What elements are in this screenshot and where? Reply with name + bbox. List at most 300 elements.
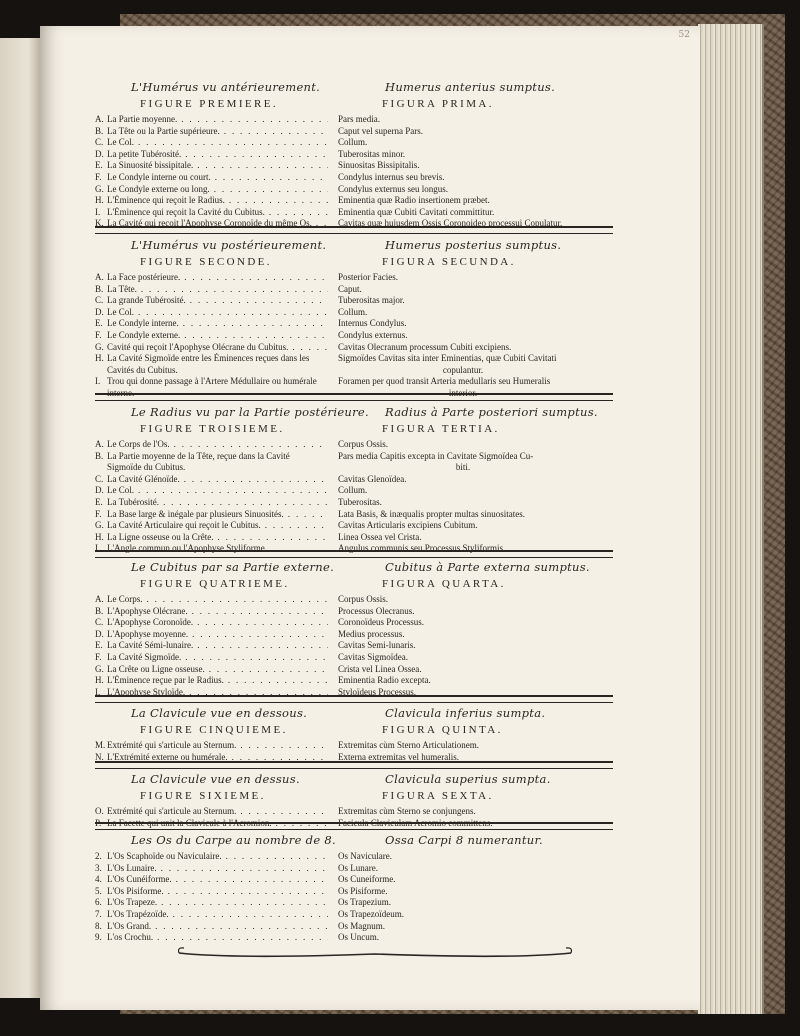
legend-row [95, 474, 613, 486]
french-entry [95, 874, 328, 886]
entry-key: C. [95, 473, 104, 484]
french-entry [95, 172, 328, 184]
french-entry [95, 318, 328, 330]
french-text: L'Os Cunéiforme. [107, 874, 172, 885]
french-entry [95, 509, 328, 521]
section-heading [95, 706, 613, 724]
french-text: L'Éminence qui reçoit le Radius. [107, 195, 225, 206]
french-entry [95, 307, 328, 319]
french-text: Le Corps. [107, 594, 143, 604]
latin-entry [338, 886, 613, 898]
french-text: L'Os Grand. [107, 920, 152, 931]
french-text: La Crête ou Ligne osseuse. [107, 663, 205, 674]
entry-key: O. [95, 806, 104, 816]
entry-key: A. [95, 594, 104, 604]
french-text: Extrémité qui s'articule au Sternum. [107, 806, 237, 816]
entry-key: 5. [95, 885, 102, 896]
french-entry [95, 474, 328, 486]
section-6 [95, 772, 613, 829]
latin-entry [338, 652, 613, 664]
latin-entry [338, 474, 613, 486]
latin-entry [338, 594, 613, 606]
legend-rows [95, 114, 613, 230]
french-entry [95, 195, 328, 207]
french-heading: La Clavicule vue en dessus. [131, 772, 300, 786]
legend-row [95, 640, 613, 652]
french-text: L'Angle commun ou l'Apophyse Styliforme. [107, 543, 267, 554]
latin-text: Collum. [338, 137, 368, 148]
entry-key: B. [95, 450, 104, 461]
legend-row [95, 126, 613, 138]
french-text: Trou qui donne passage à l'Artere Médullaire ou humérale [107, 376, 317, 387]
latin-text: Linea Ossea vel Crista. [338, 531, 422, 542]
latin-text: Coronoïdeus Processus. [338, 617, 424, 628]
latin-text: Eminentia quæ Radio insertionem præbet. [338, 195, 490, 206]
french-entry [95, 629, 328, 641]
latin-entry [338, 851, 613, 863]
entry-key: A. [95, 439, 104, 449]
entry-key: F. [95, 171, 102, 182]
latin-entry [338, 909, 613, 921]
entry-key: G. [95, 183, 104, 194]
latin-text: Corpus Ossis. [338, 439, 389, 449]
french-figure-label: FIGURE CINQUIEME. [140, 724, 288, 736]
section-5 [95, 706, 613, 763]
french-entry [95, 295, 328, 307]
french-heading: Le Cubitus par sa Partie externe. [131, 560, 335, 574]
french-entry [95, 675, 328, 687]
french-text: Cavité qui reçoit l'Apophyse Olécrane du Cubitus. [107, 341, 289, 352]
french-text: Le Col. [107, 306, 134, 317]
latin-heading: Cubitus à Parte externa sumptus. [385, 560, 590, 574]
left-page-edge [0, 38, 40, 998]
legend-row [95, 485, 613, 497]
legend-row [95, 330, 613, 342]
latin-heading: Radius à Parte posteriori sumptus. [385, 405, 598, 419]
section-3 [95, 405, 613, 555]
latin-figure-label: FIGURA TERTIA. [382, 423, 500, 435]
latin-text: Extremitas cùm Sterno Articulationem. [338, 740, 479, 750]
latin-entry [338, 451, 613, 474]
entry-key: G. [95, 663, 104, 674]
figure-label [95, 98, 613, 114]
french-text: L'Apophyse Olécrane. [107, 605, 188, 616]
legend-row [95, 594, 613, 606]
french-entry [95, 184, 328, 196]
entry-key: 4. [95, 874, 102, 885]
latin-text-continued: interior. [448, 387, 478, 398]
latin-text: Os Pisiforme. [338, 885, 388, 896]
legend-row [95, 532, 613, 544]
french-text: La Sinuosité bissipitale. [107, 160, 194, 171]
french-entry [95, 520, 328, 532]
latin-entry [338, 307, 613, 319]
french-figure-label: FIGURE PREMIERE. [140, 98, 279, 110]
page-edges [698, 24, 764, 1014]
french-text-continued: interne. [107, 387, 135, 398]
section-divider [95, 393, 613, 401]
french-text: La Tête. [107, 283, 137, 294]
entry-key: C. [95, 295, 104, 306]
legend-row [95, 932, 613, 944]
latin-entry [338, 617, 613, 629]
entry-key: D. [95, 485, 104, 496]
legend-rows [95, 272, 613, 400]
latin-entry [338, 629, 613, 641]
latin-text: Os Cuneiforme. [338, 874, 396, 885]
legend-row [95, 874, 613, 886]
section-heading [95, 238, 613, 256]
french-entry [95, 207, 328, 219]
latin-text: Cavitas Semi-lunaris. [338, 640, 416, 651]
french-text: La petite Tubérosité. [107, 148, 182, 159]
latin-text: Os Trapezoïdeum. [338, 908, 404, 919]
french-text: La Cavité Glénoïde. [107, 473, 180, 484]
legend-row [95, 806, 613, 818]
latin-text: Corpus Ossis. [338, 594, 389, 604]
latin-text: Processus Olecranus. [338, 605, 415, 616]
latin-heading: Clavicula inferius sumpta. [385, 706, 546, 720]
french-text: La Partie moyenne. [107, 114, 178, 124]
entry-key: E. [95, 640, 103, 651]
legend-row [95, 520, 613, 532]
french-figure-label: FIGURE QUATRIEME. [140, 578, 290, 590]
french-text: La Base large & inégale par plusieurs Sinuosités. [107, 508, 284, 519]
latin-entry [338, 740, 613, 752]
latin-entry [338, 640, 613, 652]
legend-rows [95, 851, 613, 944]
latin-text: Extremitas cùm Sterno se conjungens. [338, 806, 476, 816]
latin-text: Tuberositas minor. [338, 148, 406, 159]
figure-label [95, 724, 613, 740]
section-4 [95, 560, 613, 698]
french-text: Le Condyle externe ou long. [107, 183, 210, 194]
french-text: L'Extrémité externe ou humérale. [107, 751, 228, 762]
french-text: Le Col. [107, 485, 134, 496]
latin-text: Os Lunare. [338, 862, 378, 873]
french-text: Le Col. [107, 137, 134, 148]
latin-entry [338, 606, 613, 618]
french-text-continued: Sigmoïde du Cubitus. [107, 462, 186, 473]
entry-key: 7. [95, 908, 102, 919]
latin-entry [338, 342, 613, 354]
legend-row [95, 172, 613, 184]
french-entry [95, 640, 328, 652]
entry-key: K. [95, 218, 104, 229]
french-entry [95, 160, 328, 172]
french-text: La Cavité Sigmoïde entre les Éminences reçues dans les [107, 353, 310, 364]
french-entry [95, 909, 328, 921]
french-entry [95, 851, 328, 863]
latin-entry [338, 675, 613, 687]
entry-key: D. [95, 628, 104, 639]
french-text: Le Condyle interne ou court. [107, 171, 211, 182]
legend-row [95, 617, 613, 629]
legend-row [95, 284, 613, 296]
legend-row [95, 160, 613, 172]
latin-figure-label: FIGURA QUINTA. [382, 724, 503, 736]
entry-key: E. [95, 160, 103, 171]
french-entry [95, 652, 328, 664]
legend-row [95, 652, 613, 664]
entry-key: N. [95, 751, 104, 762]
legend-row [95, 909, 613, 921]
latin-text: Eminentia quæ Cubiti Cavitati committitur. [338, 206, 495, 217]
french-entry [95, 863, 328, 875]
french-text: L'Os Scaphoïde ou Naviculaire. [107, 851, 222, 861]
entry-key: H. [95, 531, 104, 542]
latin-heading: Ossa Carpi 8 numerantur. [385, 833, 543, 847]
section-heading [95, 560, 613, 578]
entry-key: B. [95, 605, 104, 616]
entry-key: C. [95, 617, 104, 628]
entry-key: E. [95, 496, 103, 507]
section-7 [95, 833, 613, 944]
french-heading: Les Os du Carpe au nombre de 8. [131, 833, 336, 847]
french-text: L'Os Lunaire. [107, 862, 157, 873]
latin-text: Os Uncum. [338, 932, 379, 943]
figure-label [95, 256, 613, 272]
french-entry [95, 439, 328, 451]
french-text: Le Condyle externe. [107, 329, 181, 340]
section-heading [95, 405, 613, 423]
latin-text: Condylus internus seu brevis. [338, 171, 445, 182]
legend-row [95, 675, 613, 687]
entry-key: I. [95, 543, 101, 554]
french-text: L'Apophyse moyenne. [107, 628, 189, 639]
french-text: Le Condyle interne. [107, 318, 179, 329]
french-text: La Tubérosité. [107, 496, 160, 507]
latin-text: Condylus externus seu longus. [338, 183, 448, 194]
latin-entry [338, 863, 613, 875]
legend-row [95, 851, 613, 863]
french-text: L'Éminence reçue par le Radius. [107, 675, 224, 686]
section-divider [95, 226, 613, 234]
french-entry [95, 114, 328, 126]
legend-row [95, 921, 613, 933]
french-text: L'Éminence qui reçoit la Cavité du Cubitus. [107, 206, 265, 217]
french-figure-label: FIGURE SECONDE. [140, 256, 272, 268]
latin-text: Sinuositas Bissipitalis. [338, 160, 420, 171]
section-divider [95, 822, 613, 830]
latin-text: Posterior Facies. [338, 272, 398, 282]
entry-key: D. [95, 306, 104, 317]
latin-heading: Clavicula superius sumpta. [385, 772, 551, 786]
latin-text: Eminentia Radio excepta. [338, 675, 431, 686]
legend-row [95, 353, 613, 376]
legend-row [95, 740, 613, 752]
page-number: 52 [678, 30, 690, 40]
latin-entry [338, 485, 613, 497]
french-text: Le Corps de l'Os. [107, 439, 170, 449]
french-text: La Cavité Sigmoïde. [107, 651, 182, 662]
latin-entry [338, 195, 613, 207]
french-entry [95, 921, 328, 933]
latin-heading: Humerus posterius sumptus. [385, 238, 562, 252]
french-text: La Ligne osseuse ou la Crête. [107, 531, 214, 542]
french-entry [95, 451, 328, 474]
legend-row [95, 149, 613, 161]
french-entry [95, 664, 328, 676]
latin-entry [338, 160, 613, 172]
french-entry [95, 594, 328, 606]
french-text: L'Apophyse Coronoïde. [107, 617, 194, 628]
latin-text: Foramen per quod transit Arteria medullaris seu Humeralis [338, 376, 551, 387]
latin-text-continued: copulantur. [442, 364, 484, 375]
entry-key: H. [95, 675, 104, 686]
french-entry [95, 532, 328, 544]
french-heading: L'Humérus vu antérieurement. [131, 80, 321, 94]
latin-text: Angulus communis seu Processus Styliformis. [338, 543, 506, 554]
latin-text-continued: biti. [455, 462, 471, 473]
french-text: La Face postérieure. [107, 272, 181, 282]
latin-text: Os Trapezium. [338, 897, 392, 908]
latin-text: Condylus externus. [338, 329, 408, 340]
french-text: La Facette qui unit la Clavicule à l'Acromion. [107, 817, 272, 828]
entry-key: P. [95, 817, 102, 828]
latin-text: Pars media. [338, 114, 380, 124]
entry-key: H. [95, 353, 104, 364]
section-1 [95, 80, 613, 230]
legend-row [95, 195, 613, 207]
latin-entry [338, 532, 613, 544]
section-divider [95, 550, 613, 558]
section-divider [95, 761, 613, 769]
latin-text: Cavitas Sigmoïdea. [338, 651, 408, 662]
entry-key: E. [95, 318, 103, 329]
french-entry [95, 272, 328, 284]
latin-text: Os Magnum. [338, 920, 385, 931]
legend-row [95, 307, 613, 319]
entry-key: G. [95, 520, 104, 531]
french-text: La Cavité Articulaire qui reçoit le Cubitus. [107, 520, 261, 531]
latin-text: Tuberositas major. [338, 295, 405, 306]
latin-entry [338, 353, 613, 376]
french-entry [95, 897, 328, 909]
entry-key: I. [95, 686, 101, 697]
french-text: La grande Tubérosité. [107, 295, 186, 306]
legend-rows [95, 439, 613, 555]
latin-text: Caput vel superna Pars. [338, 125, 423, 136]
latin-entry [338, 497, 613, 509]
french-text: La Partie moyenne de la Tête, reçue dans la Cavité [107, 450, 290, 461]
entry-key: M. [95, 740, 106, 750]
latin-figure-label: FIGURA QUARTA. [382, 578, 506, 590]
entry-key: 8. [95, 920, 102, 931]
latin-figure-label: FIGURA SECUNDA. [382, 256, 516, 268]
latin-text: Medius processus. [338, 628, 405, 639]
legend-row [95, 272, 613, 284]
entry-key: F. [95, 651, 102, 662]
latin-text: Pars media Capitis excepta in Cavitate Sigmoïdea Cu- [338, 450, 534, 461]
french-entry [95, 497, 328, 509]
latin-text: Externa extremitas vel humeralis. [338, 751, 459, 762]
latin-text: Caput. [338, 283, 362, 294]
french-entry [95, 137, 328, 149]
legend-row [95, 207, 613, 219]
latin-entry [338, 664, 613, 676]
latin-text: Cavitas Articularis excipiens Cubitum. [338, 520, 478, 531]
legend-row [95, 342, 613, 354]
entry-key: F. [95, 508, 102, 519]
latin-text: Cavitas Olecranum processum Cubiti excipiens. [338, 341, 512, 352]
french-text: L'Apophyse Styloïde. [107, 686, 186, 697]
legend-row [95, 629, 613, 641]
latin-entry [338, 207, 613, 219]
latin-entry [338, 439, 613, 451]
latin-entry [338, 184, 613, 196]
entry-key: 3. [95, 862, 102, 873]
legend-rows [95, 594, 613, 698]
latin-figure-label: FIGURA SEXTA. [382, 790, 494, 802]
legend-row [95, 863, 613, 875]
entry-key: A. [95, 272, 104, 282]
french-text: L'Os Pisiforme. [107, 885, 164, 896]
flourish-ornament [175, 943, 575, 959]
latin-entry [338, 149, 613, 161]
legend-row [95, 497, 613, 509]
french-entry [95, 740, 328, 752]
legend-row [95, 451, 613, 474]
latin-entry [338, 137, 613, 149]
latin-entry [338, 272, 613, 284]
entry-key: I. [95, 376, 101, 387]
french-entry [95, 149, 328, 161]
latin-text: Lata Basis, & inæqualis propter multas sinuositates. [338, 508, 525, 519]
legend-row [95, 606, 613, 618]
legend-row [95, 184, 613, 196]
latin-entry [338, 172, 613, 184]
figure-label [95, 578, 613, 594]
latin-text: Styloïdeus Processus. [338, 686, 417, 697]
latin-entry [338, 806, 613, 818]
entry-key: D. [95, 148, 104, 159]
french-text-continued: Cavités du Cubitus. [107, 364, 178, 375]
french-entry [95, 606, 328, 618]
latin-text: Internus Condylus. [338, 318, 407, 329]
latin-entry [338, 897, 613, 909]
entry-key: 9. [95, 932, 102, 943]
legend-row [95, 137, 613, 149]
legend-row [95, 439, 613, 451]
french-heading: Le Radius vu par la Partie postérieure. [131, 405, 369, 419]
latin-text: Facicula Claviculam Acromio committens. [338, 817, 493, 828]
figure-label [95, 790, 613, 806]
entry-key: B. [95, 283, 104, 294]
entry-key: F. [95, 329, 102, 340]
french-entry [95, 932, 328, 944]
section-divider [95, 695, 613, 703]
french-text: L'os Crochu. [107, 932, 154, 943]
latin-entry [338, 114, 613, 126]
french-text: La Cavité qui reçoit l'Apophyse Coronoïde du même Os. [107, 218, 312, 229]
latin-text: Tuberositas. [338, 496, 382, 507]
french-text: L'Os Trapézoïde. [107, 908, 169, 919]
latin-entry [338, 520, 613, 532]
french-entry [95, 806, 328, 818]
latin-text: Os Naviculare. [338, 851, 392, 861]
entry-key: I. [95, 206, 101, 217]
french-text: La Cavité Sémi-lunaire. [107, 640, 194, 651]
latin-text: Collum. [338, 306, 368, 317]
french-entry [95, 126, 328, 138]
latin-entry [338, 318, 613, 330]
latin-entry [338, 126, 613, 138]
latin-text: Crista vel Linea Ossea. [338, 663, 422, 674]
entry-key: B. [95, 125, 104, 136]
legend-row [95, 897, 613, 909]
french-entry [95, 485, 328, 497]
